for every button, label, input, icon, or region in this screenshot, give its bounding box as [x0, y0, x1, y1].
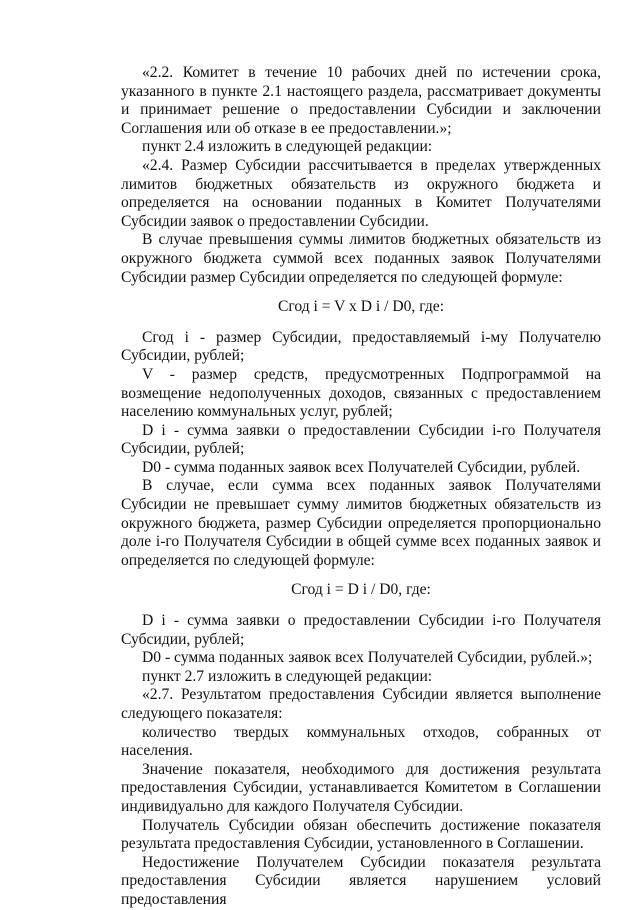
paragraph-within-limit-case: В случае, если сумма всех поданных заявок Получателями Субсидии не превышает сумму лимитов бюджетных обязательств из окружного бюджета, размер Субсидии определяется пропорционально доле i-го Получателя Субсидии в общей сумме всех поданных заявок и определяется по следующей формуле:	[121, 477, 601, 569]
paragraph-amend-2-4: пункт 2.4 изложить в следующей редакции:	[142, 138, 433, 156]
definition-v: V - размер средств, предусмотренных Подпрограммой на возмещение недополученных доходов, связанных с предоставлением населению коммунальных услуг, рублей;	[121, 365, 601, 421]
document-body	[121, 64, 601, 910]
paragraph-amend-2-7: пункт 2.7 изложить в следующей редакции:	[142, 667, 433, 685]
definition-di: D i - сумма заявки о предоставлении Субсидии i-го Получателя Субсидии, рублей;	[121, 421, 601, 458]
paragraph-non-achievement: Недостижение Получателем Субсидии показателя результата предоставления Субсидии является нарушением условий предоставления	[121, 853, 601, 908]
paragraph-2-2: «2.2. Комитет в течение 10 рабочих дней по истечении срока, указанного в пункте 2.1 настоящего раздела, рассматривает документы и принимает решение о предоставлении Субсидии и заключении Соглашения или об отказе в ее предоставлении.»;	[121, 64, 601, 137]
formula-1: Сгод i = V х D i / D0, где:	[277, 298, 445, 316]
definition-d0: D0 - сумма поданных заявок всех Получателей Субсидии, рублей.	[142, 458, 581, 476]
definition-d0-2: D0 - сумма поданных заявок всех Получателей Субсидии, рублей.»;	[142, 649, 593, 667]
paragraph-indicator-value: Значение показателя, необходимого для достижения результата предоставления Субсидии, устанавливается Комитетом в Соглашении индивидуально для каждого Получателя Субсидии.	[121, 760, 601, 815]
definition-cgod: Сгод i - размер Субсидии, предоставляемый i-му Получателю Субсидии, рублей;	[121, 328, 601, 365]
paragraph-2-4: «2.4. Размер Субсидии рассчитывается в пределах утвержденных лимитов бюджетных обязательств из окружного бюджета и определяется на основании поданных в Комитет Получателями Субсидии заявок о предоставлении Субсидии.	[121, 156, 601, 230]
paragraph-excess-case: В случае превышения суммы лимитов бюджетных обязательств из окружного бюджета суммой всех поданных заявок Получателями Субсидии размер Субсидии определяется по следующей формуле:	[121, 231, 601, 286]
indicator-item: количество твердых коммунальных отходов, собранных от населения.	[121, 723, 601, 760]
paragraph-2-7: «2.7. Результатом предоставления Субсидии является выполнение следующего показателя:	[121, 686, 601, 722]
definition-di-2: D i - сумма заявки о предоставлении Субсидии i-го Получателя Субсидии, рублей;	[121, 612, 601, 648]
formula-2: Сгод i = D i / D0, где:	[291, 581, 431, 599]
paragraph-recipient-obligation: Получатель Субсидии обязан обеспечить достижение показателя результата предоставления Субсидии, установленного в Соглашении.	[121, 816, 601, 853]
